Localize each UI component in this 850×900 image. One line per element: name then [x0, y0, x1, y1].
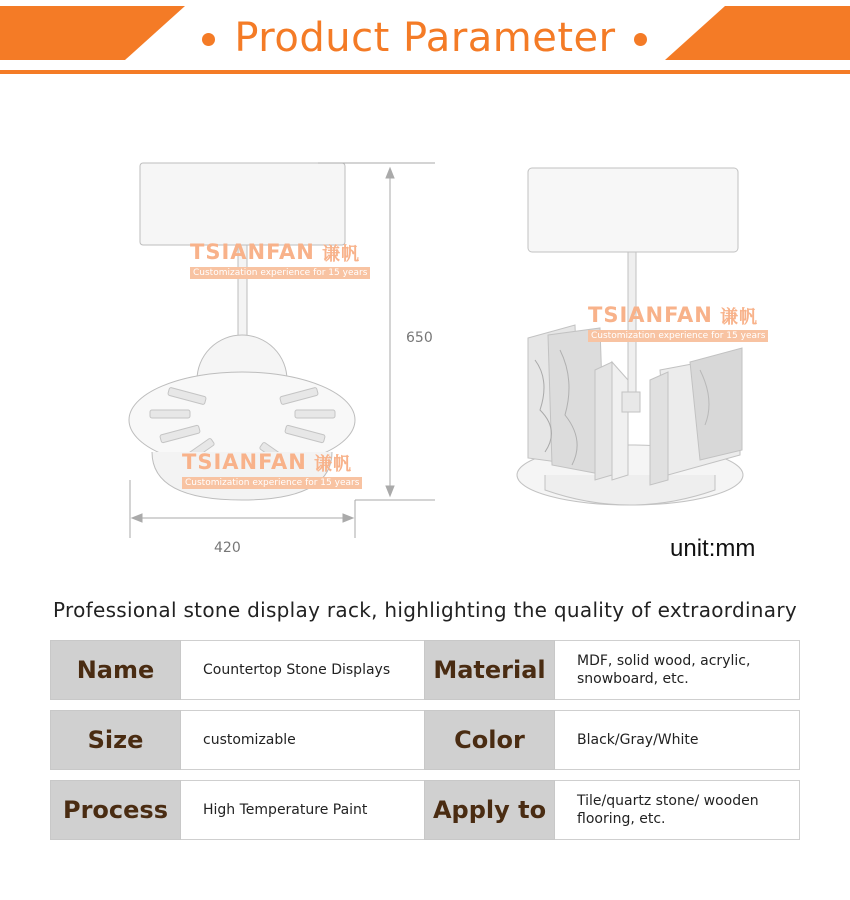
table-row: [50, 780, 800, 840]
watermark-tagline: Customization experience for 15 years: [182, 477, 362, 489]
watermark-cn: 谦帆: [720, 307, 758, 328]
height-dimension: 650: [406, 330, 433, 346]
parameter-table: [50, 640, 800, 850]
param-label: Size: [50, 710, 181, 770]
watermark-tagline: Customization experience for 15 years: [588, 330, 768, 342]
watermark-cn: 谦帆: [322, 244, 360, 265]
param-label: Name: [50, 640, 181, 700]
watermark-brand: TSIANFAN: [588, 303, 713, 327]
unit-label: unit:mm: [670, 535, 756, 562]
product-tagline: Professional stone display rack, highlighting the quality of extraordinary: [53, 598, 797, 622]
section-header: [0, 0, 850, 80]
title-bullet-right: [634, 33, 647, 46]
watermark-cn: 谦帆: [314, 454, 352, 475]
param-label: Apply to: [424, 780, 555, 840]
watermark-tagline: Customization experience for 15 years: [190, 267, 370, 279]
width-dimension: 420: [214, 540, 241, 556]
table-row: [50, 640, 800, 700]
param-value: High Temperature Paint: [181, 780, 424, 840]
watermark-brand: TSIANFAN: [182, 450, 307, 474]
param-value: Countertop Stone Displays: [181, 640, 424, 700]
param-value: MDF, solid wood, acrylic, snowboard, etc.: [555, 640, 800, 700]
param-label: Process: [50, 780, 181, 840]
param-label: Color: [424, 710, 555, 770]
param-label: Material: [424, 640, 555, 700]
param-value: customizable: [181, 710, 424, 770]
table-row: [50, 710, 800, 770]
param-value: Tile/quartz stone/ wooden flooring, etc.: [555, 780, 800, 840]
watermark-brand: TSIANFAN: [190, 240, 315, 264]
param-value: Black/Gray/White: [555, 710, 800, 770]
product-illustration: [0, 80, 850, 580]
page-title: Product Parameter: [234, 15, 616, 61]
